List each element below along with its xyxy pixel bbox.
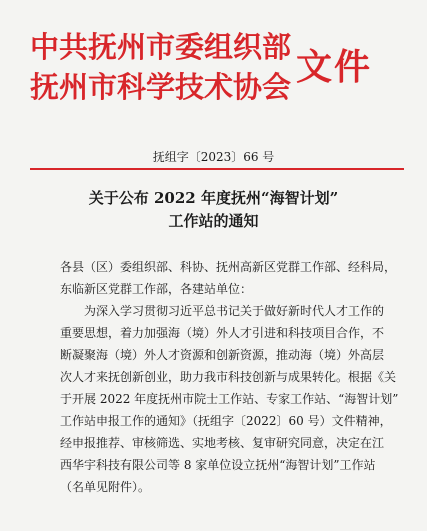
body-line: 断凝聚海（境）外人才资源和创新资源，推动海（境）外高层: [60, 348, 385, 362]
document-number: 抚组字〔2023〕66 号: [152, 150, 275, 164]
body-line: 西华宇科技有限公司等 8 家单位设立抚州“海智计划”工作站: [60, 458, 376, 472]
document-type-label: 文件: [296, 47, 373, 88]
recipients-line-1: 各县（区）委组织部、科协、抚州高新区党群工作部、经科局，: [60, 260, 397, 274]
body-paragraph: [60, 300, 399, 498]
body-line: 工作站申报工作的通知》（抚组字〔2022〕60 号）文件精神，: [60, 414, 392, 428]
body-line: 次人才来抚创新创业，助力我市科技创新与成果转化。根据《关: [60, 370, 397, 384]
recipients-block: [60, 256, 397, 300]
recipients-line-2: 东临新区党群工作部，各建站单位：: [60, 282, 253, 296]
body-line: 经申报推荐、审核筛选、实地考核、复审研究同意，决定在江: [60, 436, 385, 450]
body-line: 于开展 2022 年度抚州市院士工作站、专家工作站、“海智计划”: [60, 392, 399, 406]
document-title-line-1: 关于公布 2022 年度抚州“海智计划”: [88, 189, 339, 207]
document-title-line-2: 工作站的通知: [168, 212, 259, 230]
issuing-org-line-1: 中共抚州市委组织部: [30, 30, 292, 64]
body-line: 重要思想，着力加强海（境）外人才引进和科技项目合作，不: [60, 326, 385, 340]
issuing-org-line-2: 抚州市科学技术协会: [30, 70, 292, 104]
body-line: 为深入学习贯彻习近平总书记关于做好新时代人才工作的: [84, 304, 385, 318]
red-divider-line: [30, 168, 404, 170]
body-line: （名单见附件）。: [60, 480, 151, 494]
